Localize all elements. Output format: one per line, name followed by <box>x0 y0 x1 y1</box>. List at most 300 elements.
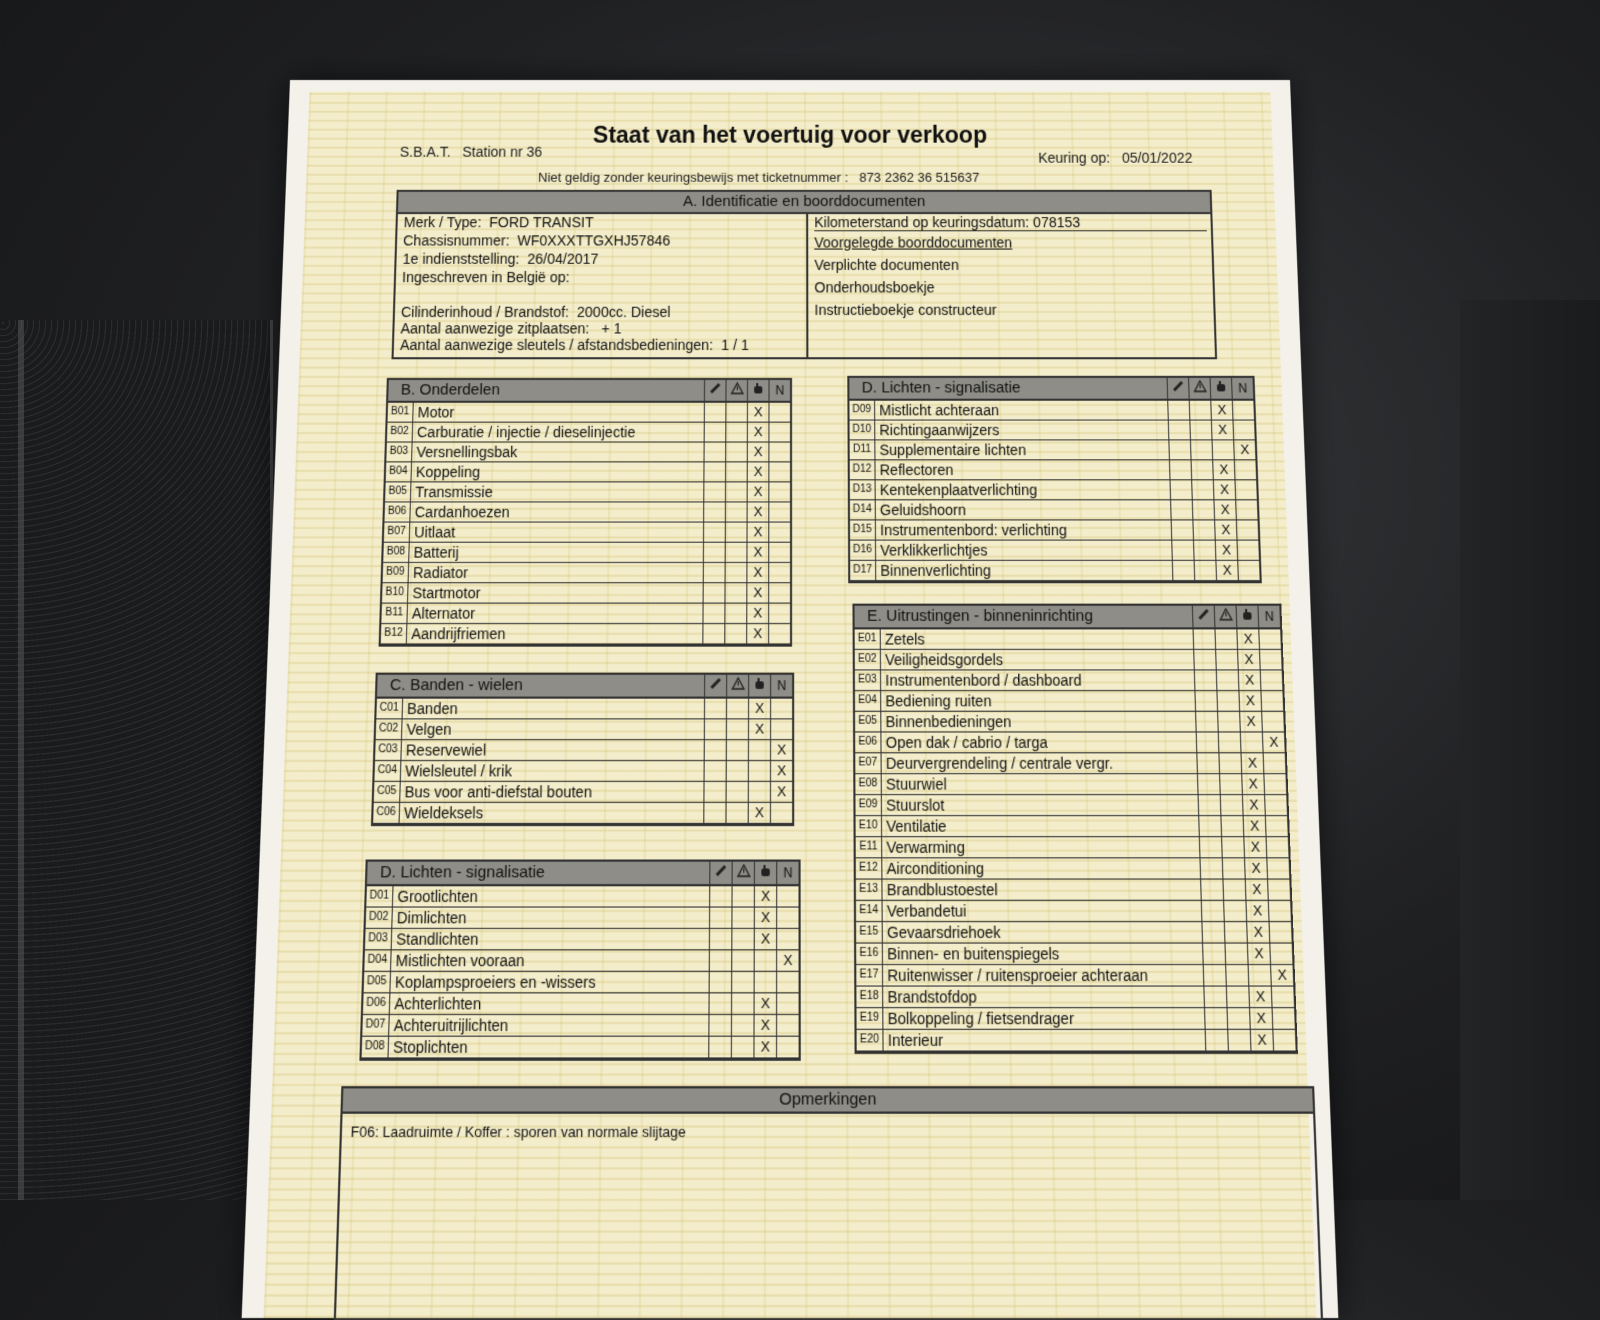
row-code: E05 <box>855 712 881 732</box>
check-cell <box>1260 670 1283 690</box>
row-label: Wieldeksels <box>403 804 484 822</box>
check-mark: X <box>1238 670 1261 690</box>
check-mark: X <box>748 699 770 719</box>
docs-title: Voorgelegde boorddocumenten <box>814 234 1013 251</box>
check-cell <box>1224 944 1247 964</box>
check-row <box>856 880 1290 901</box>
zitplaatsen-line <box>400 320 621 336</box>
row-label: Stuurwiel <box>885 775 947 793</box>
check-cell <box>702 624 724 643</box>
check-cell <box>1202 944 1225 964</box>
check-cell <box>1248 965 1271 985</box>
check-row <box>850 541 1259 561</box>
row-label: Interieur <box>887 1031 944 1050</box>
status-flags <box>709 862 798 884</box>
doc-item: Onderhoudsboekje <box>814 279 935 296</box>
check-cell <box>1240 733 1263 753</box>
check-cell <box>1199 837 1222 857</box>
zitplaatsen-label: Aantal aanwezige zitplaatsen: <box>400 320 590 337</box>
row-label: Carburatie / injectie / dieselinjectie <box>416 423 636 441</box>
check-row <box>373 803 792 824</box>
check-cell <box>703 583 725 602</box>
check-cell <box>768 583 790 602</box>
wrench-icon <box>1192 606 1215 627</box>
check-mark: X <box>748 803 770 823</box>
sleutels-line <box>400 337 749 354</box>
check-mark: X <box>1243 837 1266 857</box>
check-cell <box>1203 965 1226 985</box>
check-cell <box>1218 753 1241 773</box>
check-cell <box>1217 712 1240 732</box>
section-title <box>388 380 790 403</box>
check-cell <box>1168 421 1190 440</box>
check-cell <box>768 462 790 481</box>
row-label: Verwarming <box>886 838 965 857</box>
check-cell <box>1201 922 1224 942</box>
row-code: D07 <box>362 1015 389 1036</box>
row-code: E06 <box>855 733 881 753</box>
check-cell <box>1214 629 1237 648</box>
row-label: Brandstofdop <box>887 987 977 1006</box>
check-row <box>855 795 1287 816</box>
check-cell <box>1198 816 1221 836</box>
status-flags <box>704 380 790 401</box>
check-mark: X <box>1248 987 1271 1007</box>
row-code: B08 <box>383 543 409 562</box>
check-cell <box>1222 880 1245 900</box>
wrench-icon <box>704 380 726 401</box>
row-code: D12 <box>850 460 876 479</box>
check-mark: X <box>746 604 768 623</box>
check-mark: X <box>1247 944 1270 964</box>
check-cell <box>768 543 790 562</box>
row-code: C03 <box>375 740 402 760</box>
row-label: Geluidshoorn <box>879 501 967 519</box>
row-code: C01 <box>376 699 403 719</box>
check-row <box>855 670 1283 691</box>
row-label: Versnellingsbak <box>416 443 518 461</box>
check-cell <box>1193 650 1216 669</box>
check-cell <box>726 740 748 760</box>
check-cell <box>748 782 770 802</box>
check-cell <box>1172 561 1194 580</box>
row-label: Binnenbedieningen <box>885 712 1012 731</box>
row-label: Bus voor anti-diefstal bouten <box>404 783 593 801</box>
check-row <box>849 401 1254 421</box>
check-mark: X <box>754 886 776 906</box>
check-cell <box>1223 901 1246 921</box>
check-mark: X <box>1250 1030 1273 1051</box>
check-row <box>850 520 1258 540</box>
check-mark: X <box>770 782 792 802</box>
row-code: E20 <box>857 1030 884 1051</box>
km-line <box>814 214 1207 231</box>
check-cell <box>776 929 798 949</box>
check-cell <box>708 993 731 1013</box>
row-code: B02 <box>387 423 413 442</box>
row-code: D17 <box>850 561 876 580</box>
row-label: Stoplichten <box>392 1037 468 1057</box>
section-uitrustingen <box>852 604 1297 1054</box>
row-label: Reflectoren <box>879 461 954 479</box>
check-mark: X <box>1238 691 1261 711</box>
check-mark: X <box>1245 880 1268 900</box>
check-cell <box>703 523 725 542</box>
row-code: B11 <box>381 604 408 623</box>
ingebruik-line <box>402 251 598 267</box>
row-label: Open dak / cabrio / targa <box>885 733 1048 752</box>
check-cell <box>704 423 726 442</box>
cilinder-value: 2000cc. Diesel <box>576 303 671 321</box>
row-code: B03 <box>386 443 412 462</box>
check-cell <box>703 782 725 802</box>
check-cell <box>1268 901 1291 921</box>
check-cell <box>725 462 747 481</box>
check-cell <box>1263 753 1286 773</box>
check-cell <box>768 403 790 422</box>
check-cell <box>1216 670 1239 690</box>
check-cell <box>1205 1030 1228 1051</box>
wrench-icon <box>1167 378 1189 399</box>
check-row <box>856 922 1292 943</box>
check-mark: X <box>1214 520 1236 539</box>
check-cell <box>1194 561 1216 580</box>
check-cell <box>725 543 747 562</box>
row-code: B01 <box>388 403 414 422</box>
check-cell <box>1170 480 1192 499</box>
row-label: Koplampsproeiers en -wissers <box>394 973 596 992</box>
check-mark: X <box>748 719 770 739</box>
check-cell <box>1221 837 1244 857</box>
check-cell <box>1269 922 1292 942</box>
row-code: E08 <box>855 774 881 794</box>
section-lichten-achter <box>847 376 1262 583</box>
check-cell <box>768 482 790 501</box>
flag-n: N <box>1231 378 1253 399</box>
check-cell <box>770 803 792 823</box>
check-cell <box>702 604 724 623</box>
section-banden-wielen <box>371 673 794 827</box>
check-row <box>388 403 790 423</box>
station-number: Station nr 36 <box>462 143 543 160</box>
row-label: Verbandetui <box>886 901 967 920</box>
row-label: Brandblustoestel <box>886 880 998 899</box>
check-mark: X <box>747 423 769 442</box>
hand-icon <box>747 380 769 401</box>
check-mark: X <box>747 462 769 481</box>
check-mark: X <box>746 563 768 582</box>
check-cell <box>1267 880 1290 900</box>
section-title-text: C. Banden - wielen <box>389 675 523 695</box>
check-mark: X <box>747 502 769 521</box>
check-cell <box>1199 858 1222 878</box>
check-cell <box>709 972 732 992</box>
zitplaatsen-value: + 1 <box>601 320 622 337</box>
hand-icon <box>748 675 770 697</box>
check-cell <box>1216 691 1239 711</box>
section-onderdelen <box>379 378 793 647</box>
row-label: Achteruitrijlichten <box>393 1016 509 1035</box>
check-cell <box>725 482 747 501</box>
check-cell <box>1218 733 1241 753</box>
row-label: Instrumentenbord: verlichting <box>879 521 1068 539</box>
check-row <box>365 929 799 950</box>
row-code: B05 <box>385 482 411 501</box>
row-label: Startmotor <box>412 584 481 602</box>
check-row <box>855 691 1283 712</box>
check-cell <box>703 443 725 462</box>
flag-n: N <box>776 862 798 884</box>
check-cell <box>731 950 754 970</box>
row-code: E10 <box>856 816 883 836</box>
check-mark: X <box>754 929 776 949</box>
check-cell <box>704 403 726 422</box>
ingebruik-label: 1e indienststelling: <box>402 250 520 267</box>
check-row <box>856 858 1290 879</box>
opmerkingen-text: F06: Laadruimte / Koffer : sporen van normale slijtage <box>350 1123 686 1141</box>
check-cell <box>776 886 798 906</box>
check-cell <box>1264 795 1287 815</box>
check-cell <box>1271 987 1294 1007</box>
check-mark: X <box>1211 421 1233 440</box>
check-row <box>850 561 1260 581</box>
check-row <box>855 629 1281 649</box>
row-label: Airconditioning <box>886 859 985 878</box>
check-mark: X <box>1242 795 1265 815</box>
check-row <box>382 583 790 603</box>
check-row <box>363 993 799 1015</box>
row-code: B12 <box>381 624 408 643</box>
row-code: C05 <box>374 782 401 802</box>
row-label: Radiator <box>412 564 469 582</box>
check-mark: X <box>1241 753 1264 773</box>
row-code: B10 <box>382 583 409 602</box>
check-mark: X <box>754 993 777 1013</box>
sleutels-label: Aantal aanwezige sleutels / afstandsbedieningen: <box>399 336 714 354</box>
row-label: Deurvergrendeling / centrale vergr. <box>885 754 1114 773</box>
check-cell <box>1235 500 1257 519</box>
keuring-value: 05/01/2022 <box>1121 149 1193 166</box>
check-cell <box>731 929 753 949</box>
check-cell <box>703 462 725 481</box>
check-cell <box>1225 965 1248 985</box>
check-cell <box>1171 520 1193 539</box>
section-a-title: A. Identificatie en boorddocumenten <box>398 192 1210 214</box>
check-cell <box>1272 1008 1295 1029</box>
section-title-text: B. Onderdelen <box>400 381 501 399</box>
check-mark: X <box>1270 965 1293 985</box>
check-cell <box>768 563 790 582</box>
check-row <box>366 886 798 907</box>
check-cell <box>731 1015 754 1036</box>
row-label: Transmissie <box>415 483 493 501</box>
row-label: Cardanhoezen <box>414 503 510 521</box>
check-row <box>383 563 790 583</box>
row-code: D01 <box>366 886 393 906</box>
check-row <box>366 908 799 929</box>
row-code: E02 <box>855 650 881 669</box>
check-mark: X <box>1241 774 1264 794</box>
ticket-text: Niet geldig zonder keuringsbewijs met ticketnummer : <box>537 169 849 185</box>
section-title <box>377 675 792 699</box>
row-code: B09 <box>383 563 410 582</box>
section-identification <box>391 190 1217 359</box>
check-cell <box>1196 733 1219 753</box>
check-cell <box>754 950 776 970</box>
check-cell <box>1192 520 1214 539</box>
warning-icon <box>726 675 748 697</box>
check-row <box>375 740 792 761</box>
check-mark: X <box>747 482 769 501</box>
check-cell <box>703 543 725 562</box>
check-row <box>386 443 790 463</box>
hand-icon <box>754 862 776 884</box>
section-title-text: D. Lichten - signalisatie <box>379 862 545 882</box>
row-code: D14 <box>850 500 876 519</box>
row-label: Veiligheidsgordels <box>885 650 1004 669</box>
ticket-line <box>538 170 980 185</box>
check-cell <box>768 423 790 442</box>
check-row <box>856 1008 1294 1030</box>
check-row <box>857 1030 1296 1052</box>
row-code: C04 <box>374 761 401 781</box>
row-label: Velgen <box>406 720 452 739</box>
section-title <box>855 606 1281 630</box>
check-cell <box>731 972 754 992</box>
status-flags <box>1192 606 1280 627</box>
check-cell <box>1192 500 1214 519</box>
check-cell <box>709 886 731 906</box>
check-mark: X <box>754 908 776 928</box>
flag-n: N <box>770 675 792 697</box>
row-label: Gevaarsdriehoek <box>886 923 1001 942</box>
check-cell <box>1197 774 1220 794</box>
row-label: Richtingaanwijzers <box>879 421 1000 439</box>
check-cell <box>1167 401 1189 420</box>
check-row <box>850 421 1255 441</box>
check-cell <box>1171 541 1193 560</box>
check-row <box>850 440 1256 460</box>
check-cell <box>1226 987 1249 1007</box>
check-cell <box>1194 670 1217 690</box>
check-cell <box>1212 440 1234 459</box>
check-mark: X <box>1215 561 1237 580</box>
check-cell <box>1224 922 1247 942</box>
row-code: E18 <box>856 987 883 1007</box>
check-cell <box>1272 1030 1295 1051</box>
check-cell <box>726 761 748 781</box>
row-code: E14 <box>856 901 883 921</box>
check-cell <box>725 403 747 422</box>
cilinder-line <box>401 304 671 320</box>
check-cell <box>1236 520 1258 539</box>
check-row <box>387 423 790 443</box>
check-cell <box>1170 500 1192 519</box>
flag-n: N <box>1257 606 1280 627</box>
row-code: E11 <box>856 837 883 857</box>
row-code: E13 <box>856 880 883 900</box>
check-cell <box>1219 774 1242 794</box>
row-label: Reservewiel <box>405 741 487 759</box>
check-cell <box>1237 541 1259 560</box>
row-code: B07 <box>384 523 410 542</box>
check-row <box>856 944 1292 965</box>
check-row <box>362 1015 798 1037</box>
document-title: Staat van het voertuig voor verkoop <box>592 121 988 148</box>
check-cell <box>1191 480 1213 499</box>
check-row <box>374 782 792 803</box>
check-mark: X <box>1233 440 1255 459</box>
check-mark: X <box>1213 500 1235 519</box>
check-cell <box>703 502 725 521</box>
cilinder-label: Cilinderinhoud / Brandstof: <box>400 303 570 321</box>
doc-item: Verplichte documenten <box>814 256 959 273</box>
check-mark: X <box>1246 922 1269 942</box>
seat-side <box>1460 300 1600 1200</box>
check-cell <box>1265 816 1288 836</box>
row-label: Motor <box>417 403 455 421</box>
row-code: D13 <box>850 480 876 499</box>
check-mark: X <box>753 1015 776 1036</box>
ingebruik-value: 26/04/2017 <box>527 250 599 267</box>
check-cell <box>768 443 790 462</box>
check-row <box>855 650 1282 671</box>
row-code: D05 <box>364 972 391 992</box>
row-label: Dimlichten <box>396 908 467 927</box>
check-cell <box>1203 987 1226 1007</box>
doc-item: Instructieboekje constructeur <box>814 301 997 319</box>
merk-label: Merk / Type: <box>403 214 482 231</box>
km-label: Kilometerstand op keuringsdatum: <box>814 214 1030 231</box>
check-cell <box>725 803 747 823</box>
row-label: Koppeling <box>415 463 481 481</box>
row-label: Instrumentenbord / dashboard <box>885 671 1082 689</box>
check-cell <box>754 972 777 992</box>
check-cell <box>1259 650 1282 669</box>
row-label: Mistlichten vooraan <box>395 951 525 970</box>
check-cell <box>725 502 747 521</box>
check-row <box>850 460 1256 480</box>
row-code: E03 <box>855 670 881 690</box>
check-cell <box>726 699 748 719</box>
check-cell <box>1234 480 1256 499</box>
row-label: Achterlichten <box>394 994 482 1013</box>
check-mark: X <box>753 1037 776 1058</box>
check-cell <box>1196 753 1219 773</box>
keuring-label: Keuring op: <box>1037 149 1111 166</box>
check-mark: X <box>746 543 768 562</box>
row-code: C02 <box>376 719 403 739</box>
row-code: D15 <box>850 520 876 539</box>
check-mark: X <box>770 761 792 781</box>
check-cell <box>1204 1008 1227 1029</box>
check-cell <box>726 719 748 739</box>
row-code: D04 <box>364 950 391 970</box>
row-label: Binnenverlichting <box>880 561 992 579</box>
check-cell <box>709 950 732 970</box>
row-code: E15 <box>856 922 883 942</box>
row-label: Standlichten <box>395 930 479 949</box>
check-cell <box>776 972 798 992</box>
section-title-text: D. Lichten - signalisatie <box>861 378 1021 397</box>
row-label: Banden <box>406 699 458 718</box>
check-cell <box>709 929 732 949</box>
check-cell <box>703 563 725 582</box>
row-code: D10 <box>850 421 876 440</box>
check-cell <box>709 908 731 928</box>
row-label: Zetels <box>884 630 925 648</box>
check-row <box>386 462 790 482</box>
